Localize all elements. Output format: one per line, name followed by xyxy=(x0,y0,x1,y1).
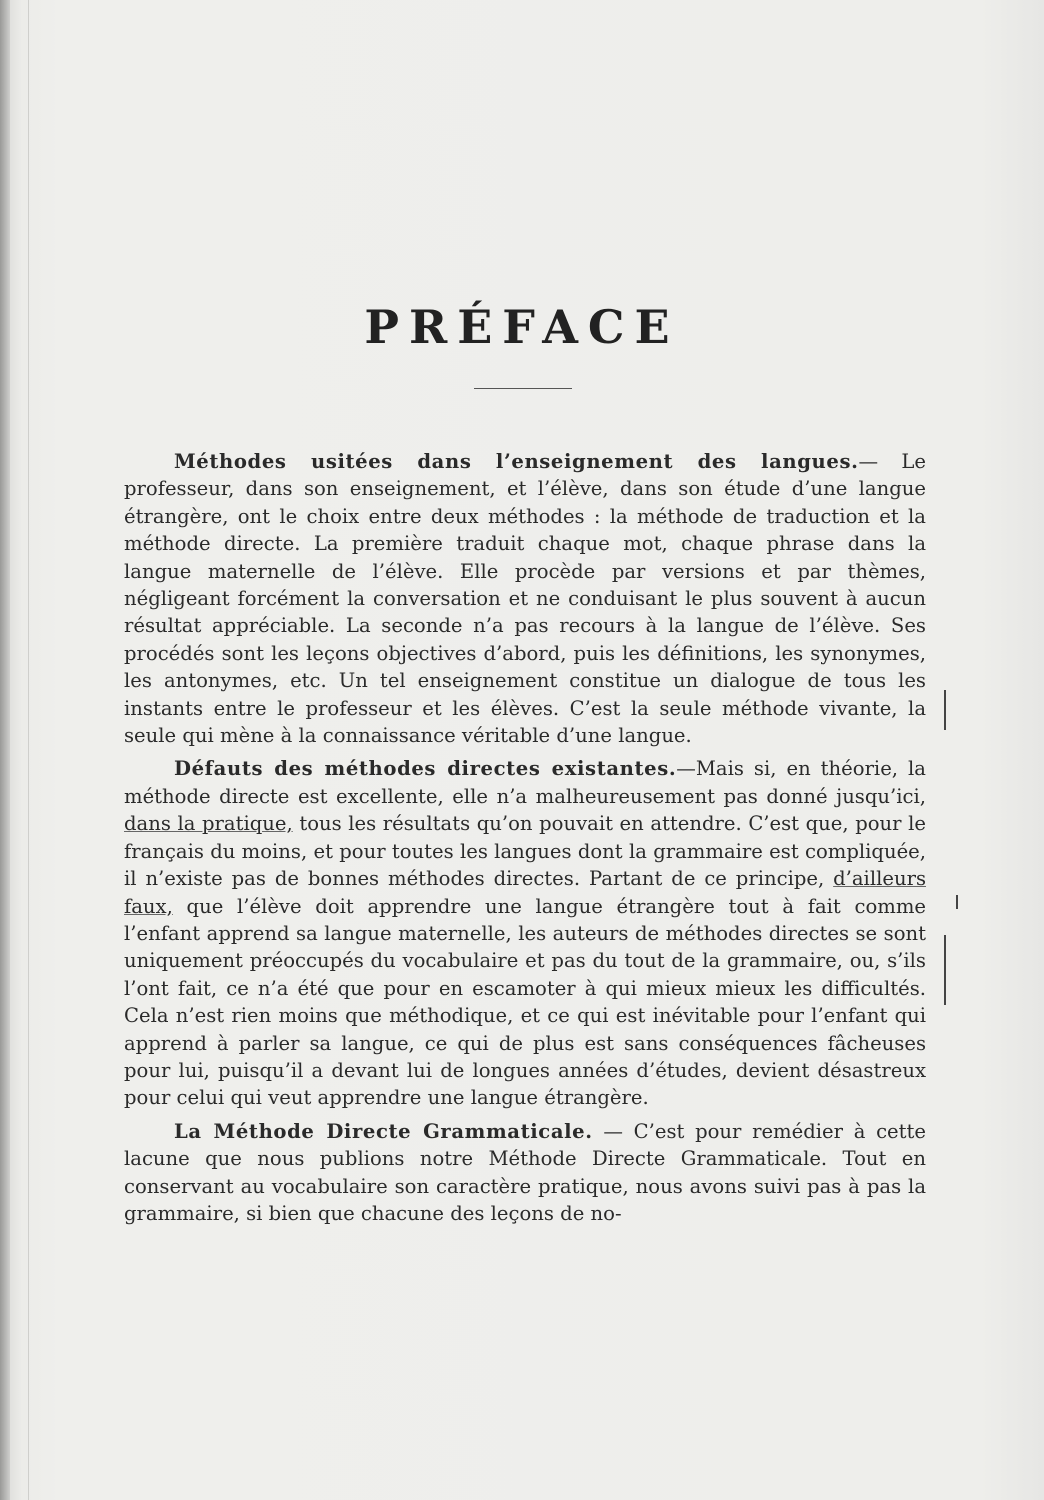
paragraph-body: —Mais si, en théorie, la méthode directe est excellente, elle n’a malheureusement pas donné jusqu’ici, xyxy=(124,757,926,808)
paragraph-methods xyxy=(124,448,926,749)
paragraph-heading: Défauts des méthodes directes existantes. xyxy=(174,757,677,781)
paragraph-body: — C’est pour remédier à cette lacune que nous publions notre Méthode Directe Grammaticale. Tout en conservant au vocabulaire son caractère pratique, nous avons suivi pas à pas la grammaire, si bien que chacune des leçons de no- xyxy=(124,1119,926,1225)
margin-pencil-mark xyxy=(944,935,946,1005)
paragraph-body: tous les résultats qu’on pouvait en attendre. C’est que, pour le français du moins, et pour toutes les langues dont la grammaire est compliquée, il n’existe pas de bonnes méthodes directes. Partant de ce principe, xyxy=(124,812,926,891)
paragraph-grammatical-method xyxy=(124,1118,926,1228)
margin-pencil-mark xyxy=(956,895,958,909)
body-text xyxy=(124,448,926,1233)
margin-pencil-mark xyxy=(944,690,946,730)
page-fold-line xyxy=(28,0,29,1500)
handwritten-underline: dans la pratique, xyxy=(124,812,293,836)
page-title: PRÉFACE xyxy=(364,300,680,354)
title-divider xyxy=(474,388,572,389)
paragraph-body: que l’élève doit apprendre une langue étrangère tout à fait comme l’enfant apprend sa langue maternelle, les auteurs de méthodes directes se sont uniquement préoccupés du vocabulaire et pas du tout de la grammaire, ou, s’ils l’ont fait, ce n’a été que pour en escamoter à qui mieux mieux les difficultés. Cela n’est rien moins que méthodique, et ce qui est inévitable pour l’enfant qui apprend à parler sa langue, ce qui de plus est sans conséquences fâcheuses pour lui, puisqu’il a devant lui de longues années d’études, devient désastreux pour celui qui veut apprendre une langue étrangère. xyxy=(124,894,926,1110)
paragraph-heading: La Méthode Directe Grammaticale. xyxy=(174,1119,593,1143)
page-edge-shadow xyxy=(0,0,10,1500)
handwritten-underline: d’ailleurs faux, xyxy=(124,867,926,918)
paragraph-defects xyxy=(124,755,926,1111)
paragraph-heading: Méthodes usitées dans l’enseignement des langues. xyxy=(174,450,859,473)
paragraph-body: — Le professeur, dans son enseignement, et l’élève, dans son étude d’une langue étrangère, ont le choix entre deux méthodes : la méthode de traduction et la méthode directe. La première traduit chaque mot, chaque phrase dans la langue maternelle de l’élève. Elle procède par versions et par thèmes, négligeant forcément la conversation et ne conduisant le plus souvent à aucun résultat appréciable. La seconde n’a pas recours à la langue de l’élève. Ses procédés sont les leçons objectives d’abord, puis les définitions, les synonymes, les antonymes, etc. Un tel enseignement constitue un dialogue de tous les instants entre le professeur et les élèves. C’est la seule méthode vivante, la seule qui mène à la connaissance véritable d’une langue. xyxy=(124,450,926,748)
